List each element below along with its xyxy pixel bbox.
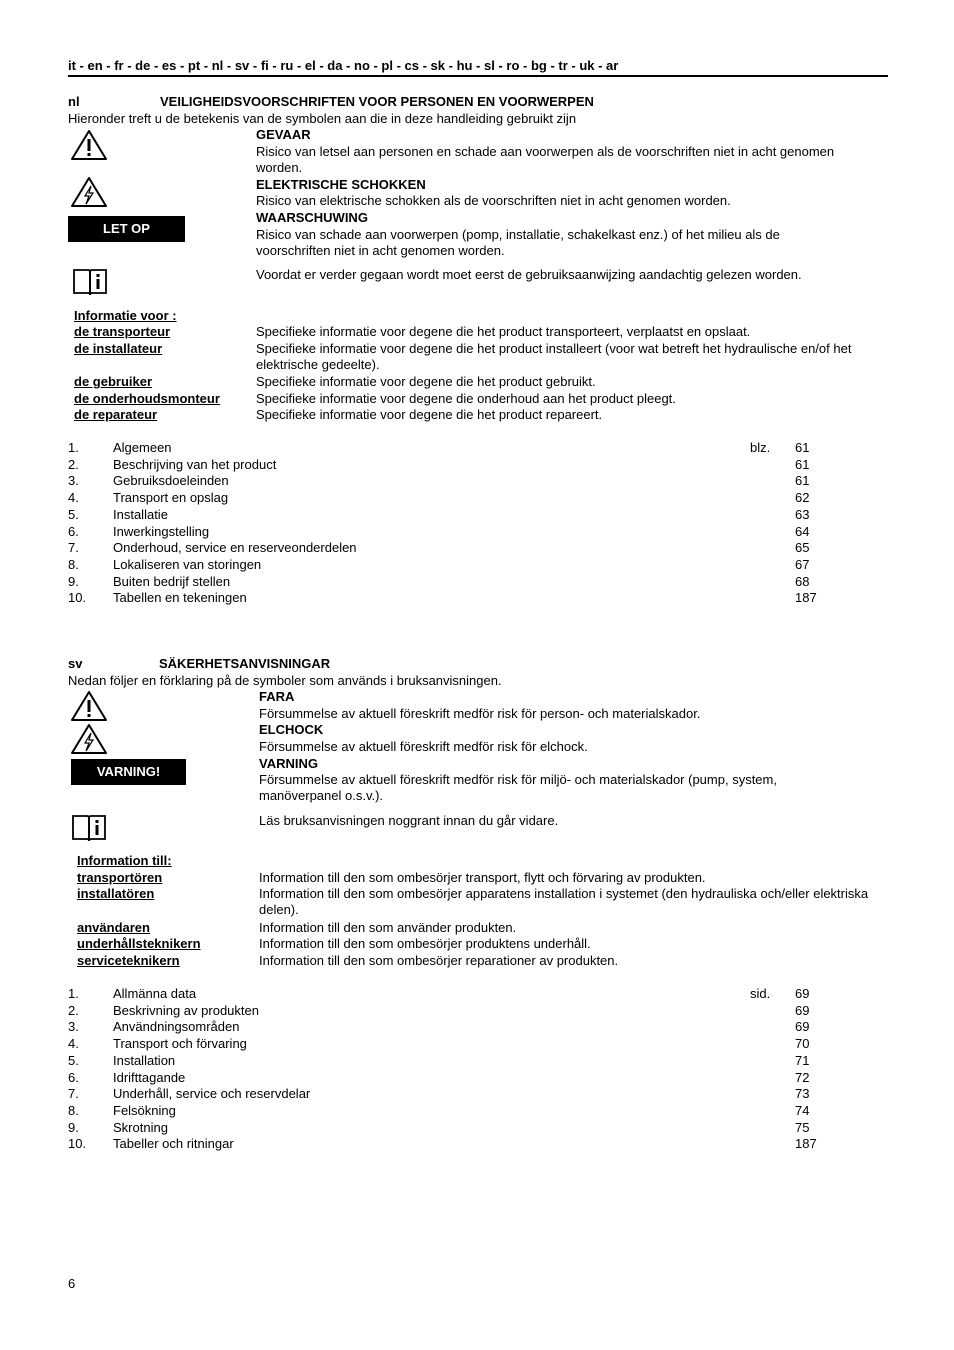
nl-warning-text: Risico van schade aan voorwerpen (pomp, installatie, schakelkast enz.) of het milieu als de voorschriften niet in acht genomen worden. [256, 227, 780, 258]
toc-page: 69 [795, 1003, 810, 1018]
toc-title: Felsökning [113, 1103, 176, 1118]
nl-info-text: Specifieke informatie voor degene die het product gebruikt. [256, 374, 596, 389]
toc-number: 10. [68, 1136, 87, 1151]
toc-page: 69 [795, 1019, 810, 1034]
toc-page: 71 [795, 1053, 810, 1068]
toc-page: 61 [795, 473, 810, 488]
nl-info-text: Specifieke informatie voor degene die het product transporteert, verplaatst en opslaat. [256, 324, 751, 339]
nl-electric-text: Risico van elektrische schokken als de voorschriften niet in acht genomen worden. [256, 193, 731, 208]
toc-title: Underhåll, service och reservdelar [113, 1086, 311, 1101]
sv-info-text: Information till den som ombesörjer reparationer av produkten. [259, 953, 619, 968]
page-number: 6 [68, 1276, 76, 1291]
nl-danger-text: Risico van letsel aan personen en schade aan voorwerpen als de voorschriften niet in acht genomen worden. [256, 144, 835, 175]
toc-number: 8. [68, 1103, 79, 1118]
sv-info-heading: Information till: [77, 853, 172, 868]
toc-number: 1. [68, 440, 79, 455]
sv-section-heading: SÄKERHETSANVISNINGAR [159, 656, 331, 671]
toc-number: 5. [68, 1053, 79, 1068]
toc-page: 67 [795, 557, 810, 572]
sv-page-prefix: sid. [750, 986, 771, 1001]
sv-intro: Nedan följer en förklaring på de symboler som används i bruksanvisningen. [68, 673, 502, 688]
toc-title: Algemeen [113, 440, 172, 455]
sv-info-text: Information till den som använder produkten. [259, 920, 517, 935]
toc-title: Lokaliseren van storingen [113, 557, 262, 572]
toc-title: Inwerkingstelling [113, 524, 210, 539]
sv-info-role: serviceteknikern [77, 953, 180, 968]
nl-info-text: Specifieke informatie voor degene die het product repareert. [256, 407, 603, 422]
toc-number: 4. [68, 490, 79, 505]
toc-number: 6. [68, 524, 79, 539]
toc-page: 65 [795, 540, 810, 555]
toc-title: Beschrijving van het product [113, 457, 277, 472]
nl-section-heading: VEILIGHEIDSVOORSCHRIFTEN VOOR PERSONEN EN VOORWERPEN [160, 94, 594, 109]
toc-title: Transport och förvaring [113, 1036, 247, 1051]
sv-danger-title: FARA [259, 689, 295, 704]
nl-info-heading: Informatie voor : [74, 308, 177, 323]
toc-title: Tabeller och ritningar [113, 1136, 234, 1151]
sv-danger-text: Försummelse av aktuell föreskrift medför risk för person- och materialskador. [259, 706, 701, 721]
sv-info-role: installatören [77, 886, 155, 901]
toc-title: Beskrivning av produkten [113, 1003, 259, 1018]
toc-page: 70 [795, 1036, 810, 1051]
header-rule [68, 75, 888, 77]
nl-manual-icon [72, 267, 108, 297]
toc-title: Installatie [113, 507, 168, 522]
sv-electric-shock-icon [70, 723, 108, 755]
toc-number: 7. [68, 1086, 79, 1101]
toc-number: 4. [68, 1036, 79, 1051]
toc-number: 3. [68, 1019, 79, 1034]
toc-page: 187 [795, 1136, 817, 1151]
sv-info-role: användaren [77, 920, 150, 935]
toc-number: 9. [68, 574, 79, 589]
sv-section-code: sv [68, 656, 83, 671]
sv-info-text: Information till den som ombesörjer transport, flytt och förvaring av produkten. [259, 870, 706, 885]
toc-title: Skrotning [113, 1120, 168, 1135]
nl-info-role: de onderhoudsmonteur [74, 391, 220, 406]
toc-number: 7. [68, 540, 79, 555]
toc-page: 63 [795, 507, 810, 522]
nl-info-role: de transporteur [74, 324, 171, 339]
sv-info-role: underhållsteknikern [77, 936, 201, 951]
toc-page: 62 [795, 490, 810, 505]
nl-page-prefix: blz. [750, 440, 771, 455]
sv-info-role: transportören [77, 870, 163, 885]
toc-number: 9. [68, 1120, 79, 1135]
nl-danger-title: GEVAAR [256, 127, 311, 142]
sv-info-text: Information till den som ombesörjer produktens underhåll. [259, 936, 591, 951]
toc-title: Onderhoud, service en reserveonderdelen [113, 540, 357, 555]
nl-info-role: de reparateur [74, 407, 158, 422]
nl-electric-shock-icon [70, 176, 108, 208]
toc-number: 2. [68, 457, 79, 472]
toc-number: 10. [68, 590, 87, 605]
sv-read-manual-text: Läs bruksanvisningen noggrant innan du går vidare. [259, 813, 559, 828]
nl-intro: Hieronder treft u de betekenis van de symbolen aan die in deze handleiding gebruikt zijn [68, 111, 577, 126]
sv-info-text: Information till den som ombesörjer apparatens installation i systemet (den hydrauliska och/eller elektriska delen). [259, 886, 869, 917]
toc-title: Allmänna data [113, 986, 197, 1001]
toc-page: 75 [795, 1120, 810, 1135]
toc-page: 72 [795, 1070, 810, 1085]
nl-warning-badge: LET OP [68, 216, 185, 242]
nl-danger-icon [70, 129, 108, 161]
toc-page: 68 [795, 574, 810, 589]
nl-info-text: Specifieke informatie voor degene die het product installeert (voor wat betreft het hydraulische en/of het elektrische gedeelte). [256, 341, 852, 372]
toc-page: 61 [795, 457, 810, 472]
toc-title: Tabellen en tekeningen [113, 590, 247, 605]
sv-electric-text: Försummelse av aktuell föreskrift medför risk för elchock. [259, 739, 588, 754]
toc-page: 74 [795, 1103, 810, 1118]
toc-number: 6. [68, 1070, 79, 1085]
sv-warning-text: Försummelse av aktuell föreskrift medför risk för miljö- och materialskador (pump, system, manöverpanel o.s.v.). [259, 772, 777, 803]
toc-title: Användningsområden [113, 1019, 240, 1034]
nl-info-text: Specifieke informatie voor degene die onderhoud aan het product pleegt. [256, 391, 676, 406]
toc-title: Transport en opslag [113, 490, 229, 505]
toc-title: Gebruiksdoeleinden [113, 473, 229, 488]
sv-warning-title: VARNING [259, 756, 318, 771]
nl-section-code: nl [68, 94, 80, 109]
nl-electric-title: ELEKTRISCHE SCHOKKEN [256, 177, 426, 192]
toc-page: 64 [795, 524, 810, 539]
sv-electric-title: ELCHOCK [259, 722, 324, 737]
nl-info-role: de gebruiker [74, 374, 153, 389]
toc-page: 73 [795, 1086, 810, 1101]
toc-title: Idrifttagande [113, 1070, 186, 1085]
toc-number: 2. [68, 1003, 79, 1018]
language-list: it - en - fr - de - es - pt - nl - sv - fi - ru - el - da - no - pl - cs - sk - hu - sl - ro - bg - tr - uk - ar [68, 58, 619, 73]
toc-number: 8. [68, 557, 79, 572]
toc-number: 5. [68, 507, 79, 522]
toc-title: Buiten bedrijf stellen [113, 574, 231, 589]
toc-page: 187 [795, 590, 817, 605]
toc-page: 69 [795, 986, 810, 1001]
sv-warning-badge: VARNING! [71, 759, 186, 785]
toc-title: Installation [113, 1053, 176, 1068]
nl-warning-title: WAARSCHUWING [256, 210, 368, 225]
sv-danger-icon [70, 690, 108, 722]
toc-number: 3. [68, 473, 79, 488]
nl-read-manual-text: Voordat er verder gegaan wordt moet eerst de gebruiksaanwijzing aandachtig gelezen worden. [256, 267, 802, 282]
toc-number: 1. [68, 986, 79, 1001]
toc-page: 61 [795, 440, 810, 455]
sv-manual-icon [71, 813, 107, 843]
nl-info-role: de installateur [74, 341, 163, 356]
